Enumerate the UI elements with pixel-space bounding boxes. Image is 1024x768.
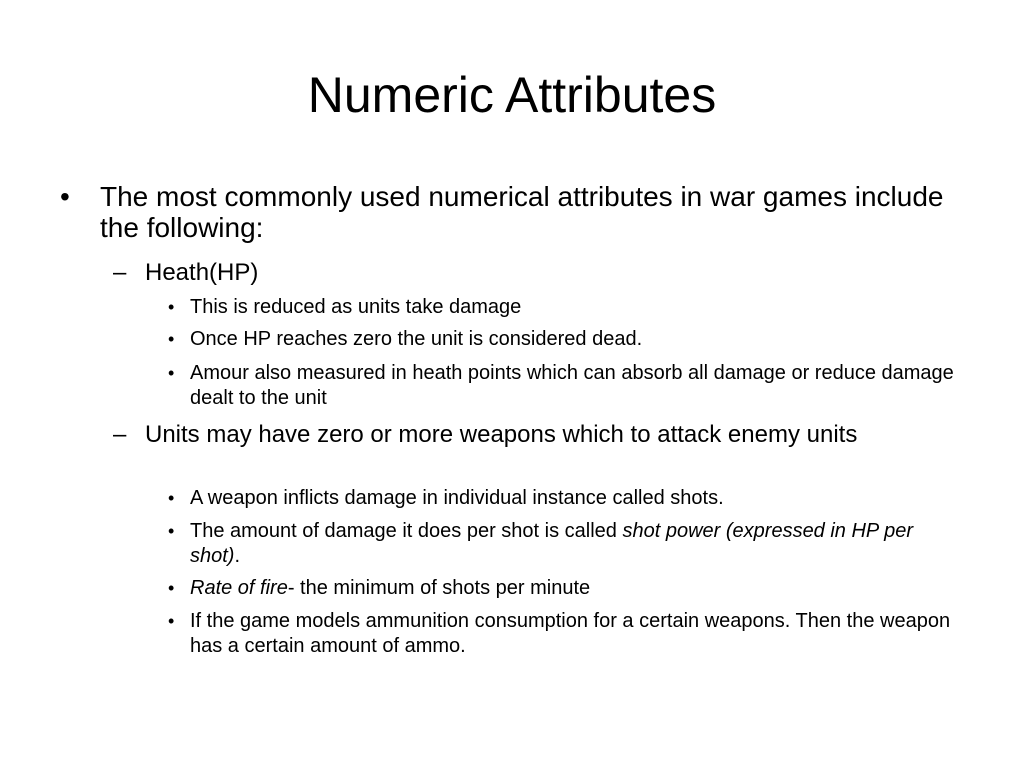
text-segment: The amount of damage it does per shot is called <box>190 520 623 542</box>
text-segment: - the minimum of shots per minute <box>287 577 591 599</box>
bullet-text: Heath(HP) <box>145 259 259 286</box>
bullet-marker: • <box>168 297 175 317</box>
bullet-level3 <box>168 519 968 569</box>
bullet-marker: • <box>168 329 175 349</box>
slide-title: Numeric Attributes <box>307 67 717 123</box>
bullet-text <box>168 576 968 601</box>
bullet-text: A weapon inflicts damage in individual instance called shots. <box>190 487 724 509</box>
bullet-level3 <box>168 295 968 320</box>
bullet-level3 <box>168 486 968 511</box>
bullet-level3 <box>168 576 968 601</box>
bullet-text: Once HP reaches zero the unit is considered dead. <box>190 328 643 350</box>
bullet-text: Amour also measured in heath points which can absorb all damage or reduce damage dealt to the unit <box>190 362 954 409</box>
bullet-level3 <box>168 327 968 352</box>
bullet-text: If the game models ammunition consumption for a certain weapons. Then the weapon has a certain amount of ammo. <box>190 610 951 657</box>
bullet-text: Units may have zero or more weapons which to attack enemy units <box>145 421 858 448</box>
bullet-level3 <box>168 361 968 411</box>
bullet-text: This is reduced as units take damage <box>190 296 522 318</box>
dash-marker: – <box>113 259 127 286</box>
dash-marker: – <box>113 421 127 448</box>
bullet-marker: • <box>168 521 175 541</box>
bullet-marker: • <box>60 181 70 212</box>
bullet-marker: • <box>168 488 175 508</box>
bullet-level2-weapons <box>113 421 963 449</box>
italic-term: Rate of fire <box>190 577 288 599</box>
bullet-marker: • <box>168 578 175 598</box>
bullet-level2-hp <box>113 259 963 287</box>
bullet-marker: • <box>168 611 175 631</box>
bullet-text <box>168 519 968 569</box>
bullet-marker: • <box>168 363 175 383</box>
italic-term: shot power (expressed in HP per shot) <box>190 520 913 567</box>
bullet-text: The most commonly used numerical attributes in war games include the following: <box>100 181 944 243</box>
bullet-level1 <box>60 181 950 243</box>
bullet-level3 <box>168 609 968 659</box>
text-segment: . <box>234 545 241 567</box>
